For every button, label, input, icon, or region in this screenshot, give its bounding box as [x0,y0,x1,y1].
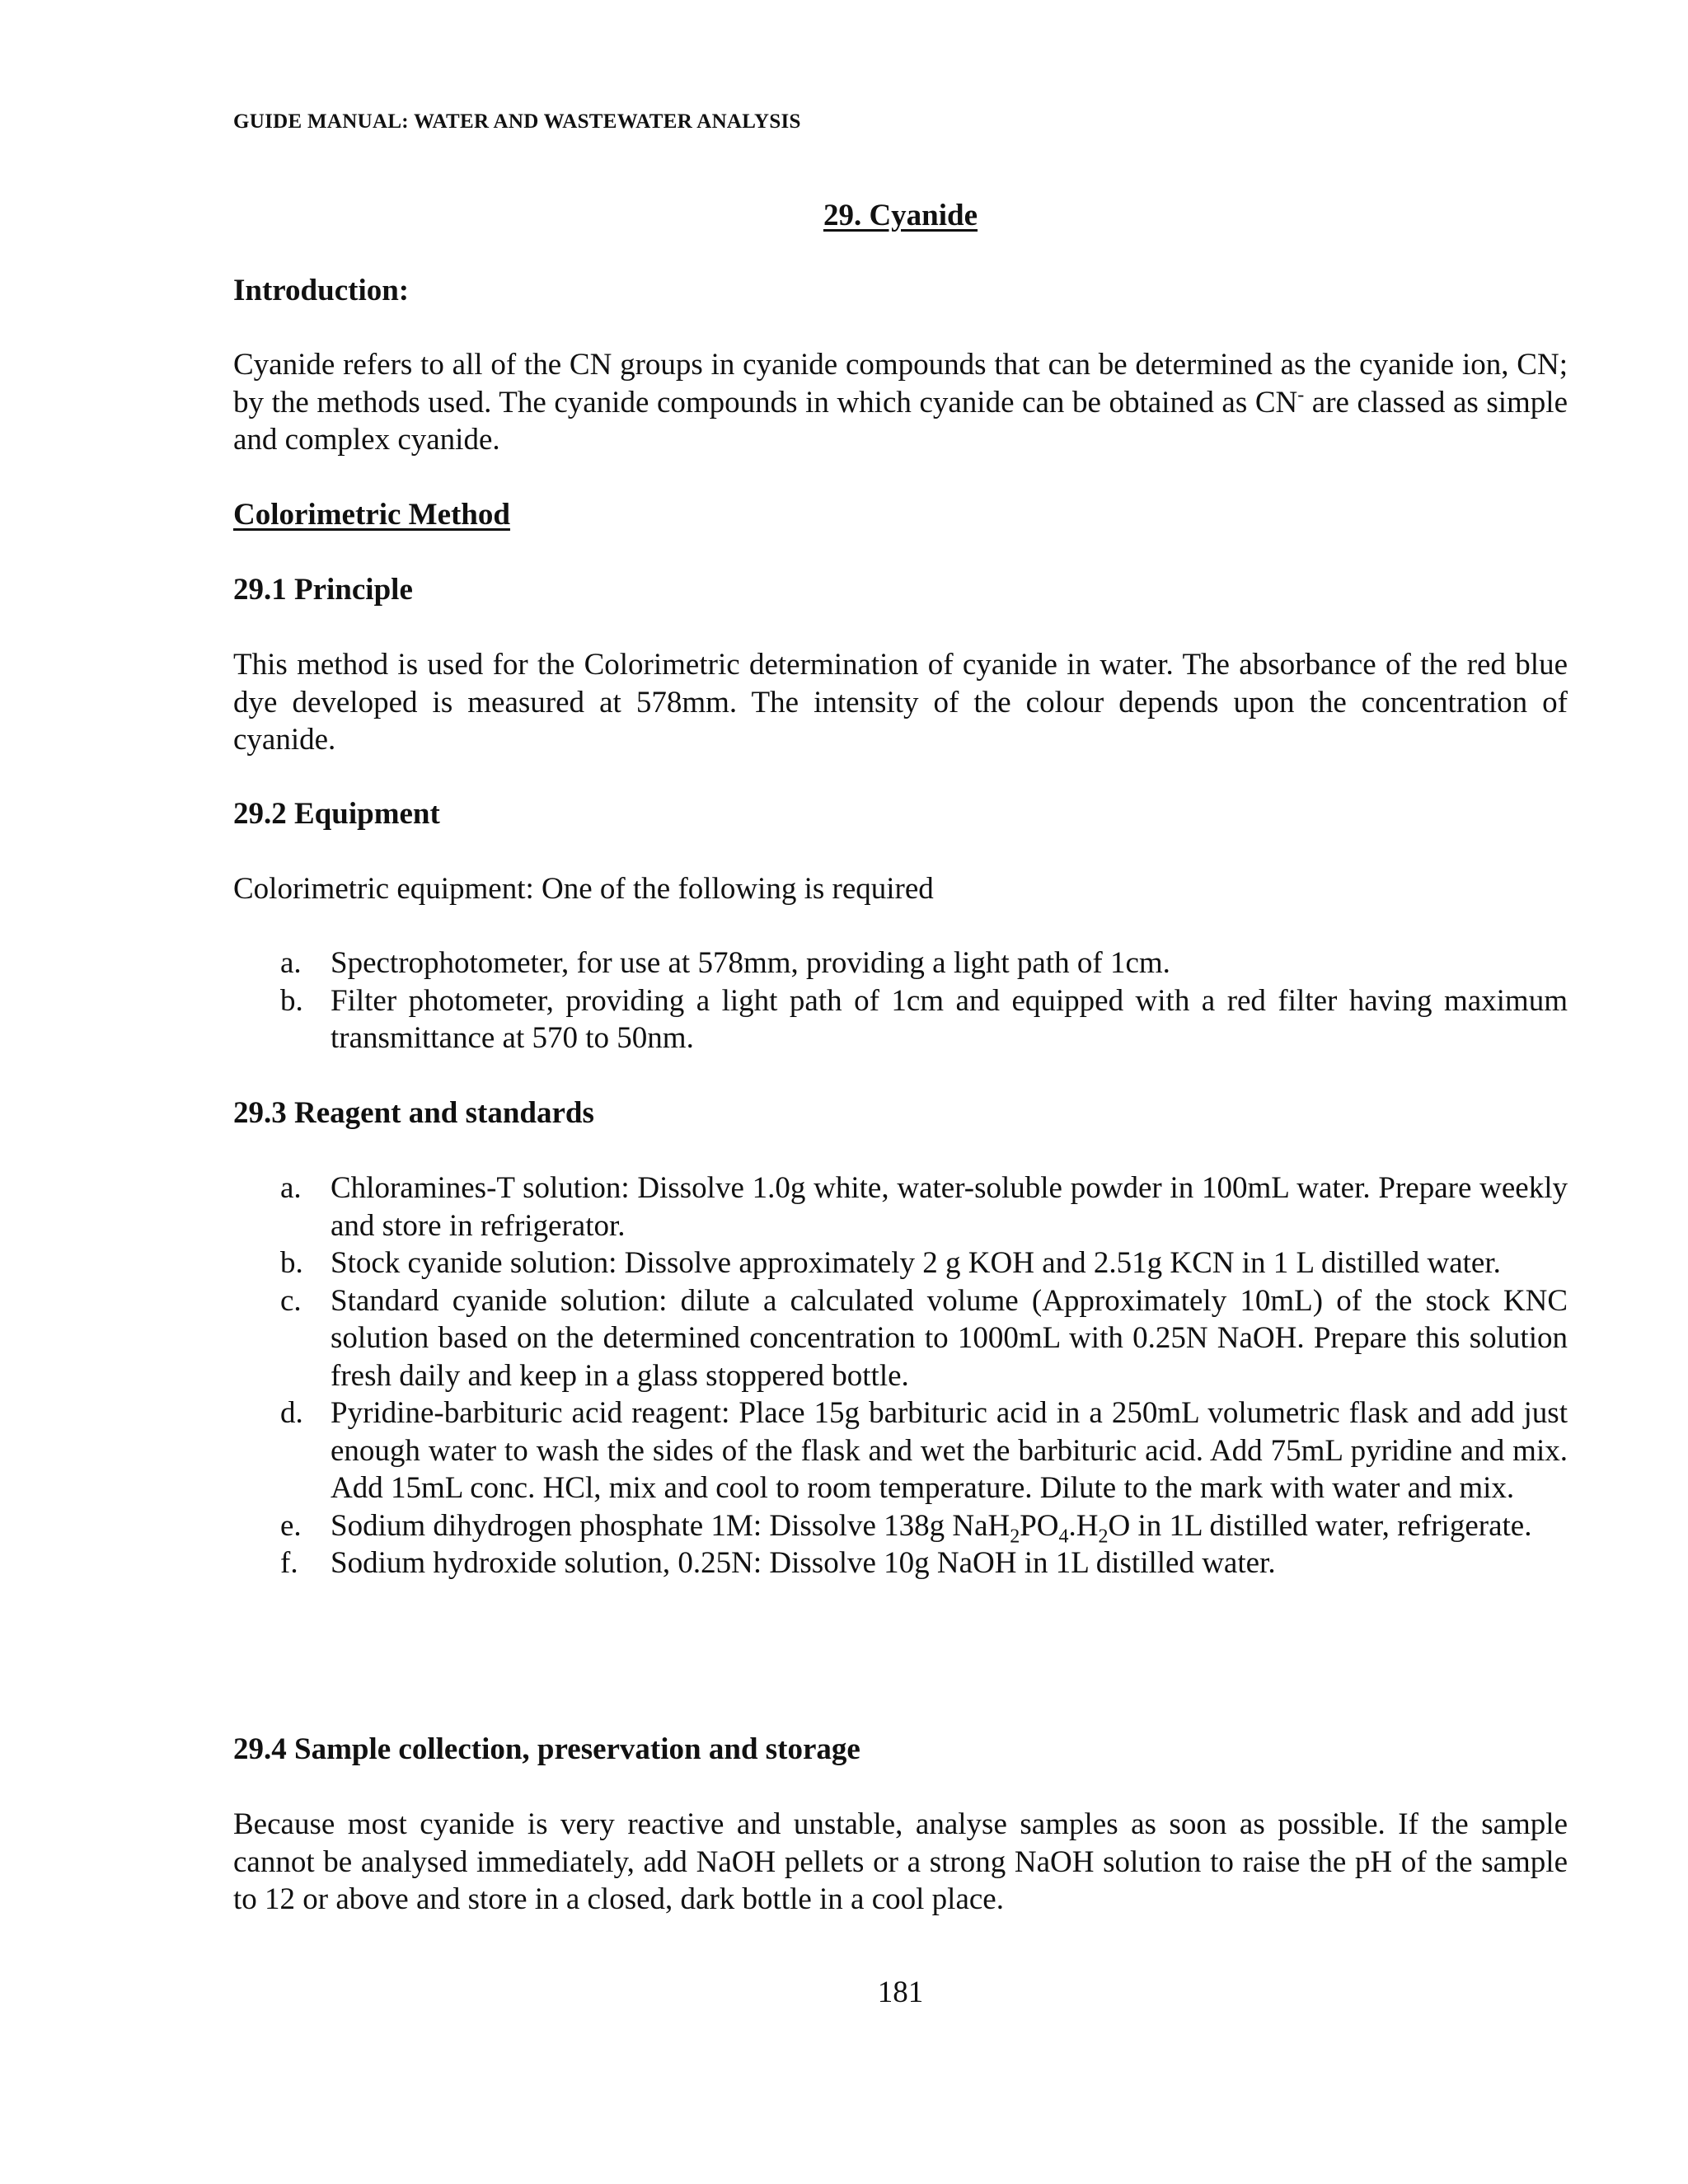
reagents-list [233,1169,1568,1582]
list-item-text: .H [1068,1508,1099,1543]
list-item [233,1544,1568,1582]
method-heading: Colorimetric Method [233,498,510,532]
list-item [233,1169,1568,1244]
intro-superscript: - [1297,384,1305,406]
list-item [233,1507,1568,1545]
list-item [233,1394,1568,1507]
intro-paragraph [233,346,1568,459]
subscript: 4 [1058,1525,1069,1547]
list-item-text: Pyridine-barbituric acid reagent: Place 15g barbituric acid in a 250mL volumetric flask and add just enough water to wash the sides of the flask and wet the barbituric acid. Add 75mL pyridine and mix. Add 15mL conc. HCl, mix and cool to room temperature. Dilute to the mark with water and mix. [331,1396,1568,1505]
page-title: 29. Cyanide [823,199,978,232]
list-item-text: Sodium hydroxide solution, 0.25N: Dissolve 10g NaOH in 1L distilled water. [331,1546,1276,1580]
principle-heading: 29.1 Principle [233,573,413,607]
list-marker: a. [280,1171,302,1205]
list-marker: c. [280,1283,302,1318]
list-item-text: Chloramines-T solution: Dissolve 1.0g white, water-soluble powder in 100mL water. Prepare weekly and store in refrigerator. [331,1171,1568,1243]
intro-heading: Introduction: [233,274,410,307]
list-marker: e. [280,1508,302,1543]
subscript: 2 [1010,1525,1020,1547]
list-marker: f. [280,1546,298,1580]
list-item [233,982,1568,1057]
sample-paragraph: Because most cyanide is very reactive and unstable, analyse samples as soon as possible. If the sample cannot be analysed immediately, add NaOH pellets or a strong NaOH solution to raise the pH of the sample to 12 or above and store in a closed, dark bottle in a cool place. [233,1807,1568,1916]
list-marker: a. [280,946,302,980]
intro-text-part2: are classed as simple and complex cyanide. [233,385,1568,457]
list-marker: d. [280,1396,303,1430]
subscript: 2 [1098,1525,1109,1547]
sample-heading: 29.4 Sample collection, preservation and storage [233,1732,860,1766]
equipment-heading: 29.2 Equipment [233,797,440,831]
list-marker: b. [280,1246,303,1280]
list-item-text: PO [1020,1508,1059,1543]
list-item-text: Sodium dihydrogen phosphate 1M: Dissolve 138g NaH [331,1508,1010,1543]
list-item-text: Filter photometer, providing a light path of 1cm and equipped with a red filter having maximum transmittance at 570 to 50nm. [331,983,1568,1055]
running-header: GUIDE MANUAL: WATER AND WASTEWATER ANALYSIS [233,110,801,133]
principle-paragraph: This method is used for the Colorimetric determination of cyanide in water. The absorbance of the red blue dye developed is measured at 578mm. The intensity of the colour depends upon the concentration of cyanide. [233,648,1568,757]
reagents-heading: 29.3 Reagent and standards [233,1096,594,1130]
equipment-intro: Colorimetric equipment: One of the following is required [233,872,934,906]
list-marker: b. [280,983,303,1018]
list-item-text: Standard cyanide solution: dilute a calculated volume (Approximately 10mL) of the stock KNC solution based on the determined concentration to 1000mL with 0.25N NaOH. Prepare this solution fresh daily and keep in a glass stoppered bottle. [331,1283,1568,1393]
list-item [233,1282,1568,1395]
list-item-text: Spectrophotometer, for use at 578mm, providing a light path of 1cm. [331,946,1170,980]
document-page [233,0,1568,2184]
list-item [233,1244,1568,1282]
list-item [233,944,1568,982]
intro-text-part1: Cyanide refers to all of the CN groups in cyanide compounds that can be determined as the cyanide ion, CN; by the methods used. The cyanide compounds in which cyanide can be obtained as CN [233,348,1568,419]
list-item-text: Stock cyanide solution: Dissolve approximately 2 g KOH and 2.51g KCN in 1 L distilled water. [331,1246,1501,1280]
list-item-text: O in 1L distilled water, refrigerate. [1108,1508,1532,1543]
page-number: 181 [877,1975,924,2009]
equipment-list [233,944,1568,1057]
